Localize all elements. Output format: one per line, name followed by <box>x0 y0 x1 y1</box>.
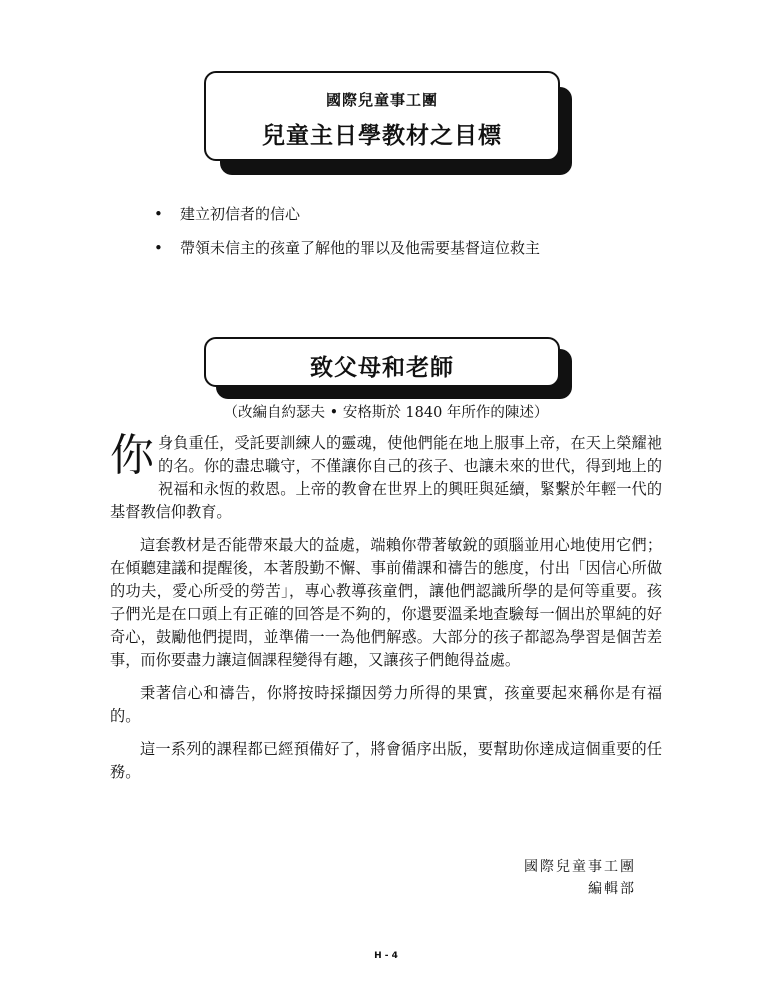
signature-organization: 國際兒童事工團 <box>524 859 636 875</box>
page-title: 兒童主日學教材之目標 <box>262 123 502 149</box>
paragraph-1-text: 身負重任，受託要訓練人的靈魂，使他們能在地上服事上帝，在天上榮耀祂的名。你的盡忠職守，不僅讓你自己的孩子、也讓未來的世代，得到地上的祝福和永恆的救恩。上帝的教會在世界上的興旺與延續，緊繫於年輕一代的基督教信仰教育。 <box>110 434 662 521</box>
signature-department: 編輯部 <box>588 881 636 897</box>
attribution-subtitle: （改編自約瑟夫 • 安格斯於 1840 年所作的陳述） <box>223 405 549 421</box>
section-title-box <box>204 337 576 401</box>
letter-body <box>110 432 662 794</box>
paragraph-3: 秉著信心和禱告，你將按時採擷因勞力所得的果實，孩童要起來稱你是有福的。 <box>110 684 662 725</box>
goal-text: 建立初信者的信心 <box>180 205 301 223</box>
section-box-frame <box>204 337 560 387</box>
bullet-icon: • <box>154 239 163 257</box>
header-title-box <box>204 71 576 177</box>
list-item <box>152 237 672 259</box>
bullet-icon: • <box>154 205 163 223</box>
header-box-frame <box>204 71 560 161</box>
section-title: 致父母和老師 <box>310 355 454 381</box>
drop-cap: 你 <box>110 430 154 481</box>
paragraph-2: 這套教材是否能帶來最大的益處，端賴你帶著敏銳的頭腦並用心地使用它們；在傾聽建議和提醒後，本著殷勤不懈、事前備課和禱告的態度，付出「因信心所做的功夫，愛心所受的勞苦」，專心教導孩童們，讓他們認識所學的是何等重要。孩子們光是在口頭上有正確的回答是不夠的，你還要溫柔地查驗每一個出於單純的好奇心，鼓勵他們提問，並準備一一為他們解惑。大部分的孩子都認為學習是個苦差事，而你要盡力讓這個課程變得有趣，又讓孩子們飽得益處。 <box>110 536 662 669</box>
paragraph-4: 這一系列的課程都已經預備好了，將會循序出版，要幫助你達成這個重要的任務。 <box>110 740 662 781</box>
goal-text: 帶領未信主的孩童了解他的罪以及他需要基督這位救主 <box>180 239 541 257</box>
organization-name: 國際兒童事工團 <box>325 91 438 109</box>
paragraph-1 <box>110 432 662 524</box>
list-item <box>152 203 672 225</box>
page-number: H - 4 <box>374 951 398 961</box>
goals-list <box>152 203 672 271</box>
